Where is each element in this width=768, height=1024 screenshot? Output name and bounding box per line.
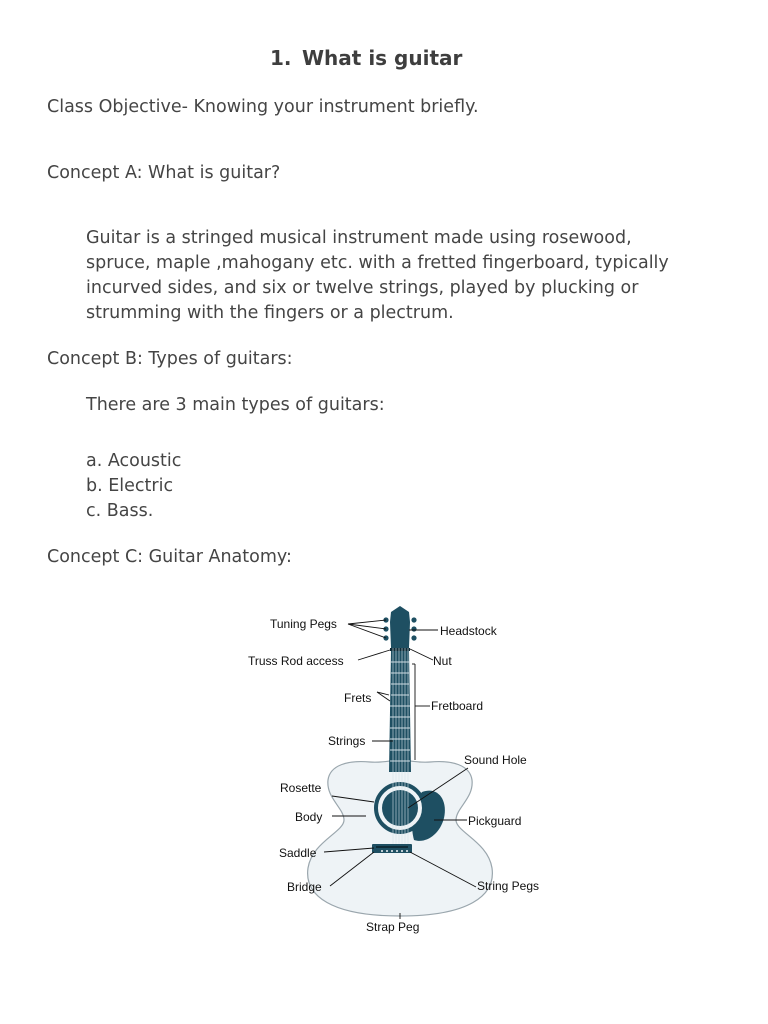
label-saddle: Saddle bbox=[279, 846, 317, 860]
guitar-anatomy-diagram bbox=[240, 600, 560, 945]
label-body: Body bbox=[295, 810, 323, 824]
concept-b-heading: Concept B: Types of guitars: bbox=[47, 349, 293, 369]
sound-hole bbox=[382, 790, 418, 826]
label-tuning-pegs: Tuning Pegs bbox=[270, 617, 337, 631]
list-item: a. Acoustic bbox=[86, 451, 182, 471]
page-title bbox=[270, 45, 462, 71]
label-strap-peg: Strap Peg bbox=[366, 920, 420, 934]
label-string-pegs: String Pegs bbox=[477, 879, 540, 893]
paragraph-line: spruce, maple ,mahogany etc. with a fretted fingerboard, typically bbox=[86, 253, 669, 273]
saddle bbox=[376, 846, 408, 848]
title-text: What is guitar bbox=[302, 46, 463, 70]
list-item: c. Bass. bbox=[86, 501, 154, 521]
title-number: 1. bbox=[270, 46, 292, 70]
headstock bbox=[390, 606, 410, 648]
label-sound-hole: Sound Hole bbox=[464, 753, 527, 767]
label-nut: Nut bbox=[433, 654, 452, 668]
concept-a-heading: Concept A: What is guitar? bbox=[47, 163, 281, 183]
label-frets: Frets bbox=[344, 691, 372, 705]
label-bridge: Bridge bbox=[287, 880, 322, 894]
guitar-types-list bbox=[86, 449, 181, 524]
types-intro: There are 3 main types of guitars: bbox=[86, 395, 385, 415]
list-item: b. Electric bbox=[86, 476, 174, 496]
label-rosette: Rosette bbox=[280, 781, 322, 795]
label-strings: Strings bbox=[328, 734, 366, 748]
label-headstock: Headstock bbox=[440, 624, 497, 638]
label-fretboard: Fretboard bbox=[431, 699, 484, 713]
paragraph-line: strumming with the fingers or a plectrum. bbox=[86, 303, 454, 323]
label-pickguard: Pickguard bbox=[468, 814, 522, 828]
paragraph-line: Guitar is a stringed musical instrument made using rosewood, bbox=[86, 228, 632, 248]
concept-c-heading: Concept C: Guitar Anatomy: bbox=[47, 547, 292, 567]
paragraph-line: incurved sides, and six or twelve strings, played by plucking or bbox=[86, 278, 639, 298]
label-truss-rod-access: Truss Rod access bbox=[248, 654, 344, 668]
class-objective: Class Objective- Knowing your instrument briefly. bbox=[47, 97, 479, 117]
concept-a-paragraph bbox=[86, 226, 726, 326]
